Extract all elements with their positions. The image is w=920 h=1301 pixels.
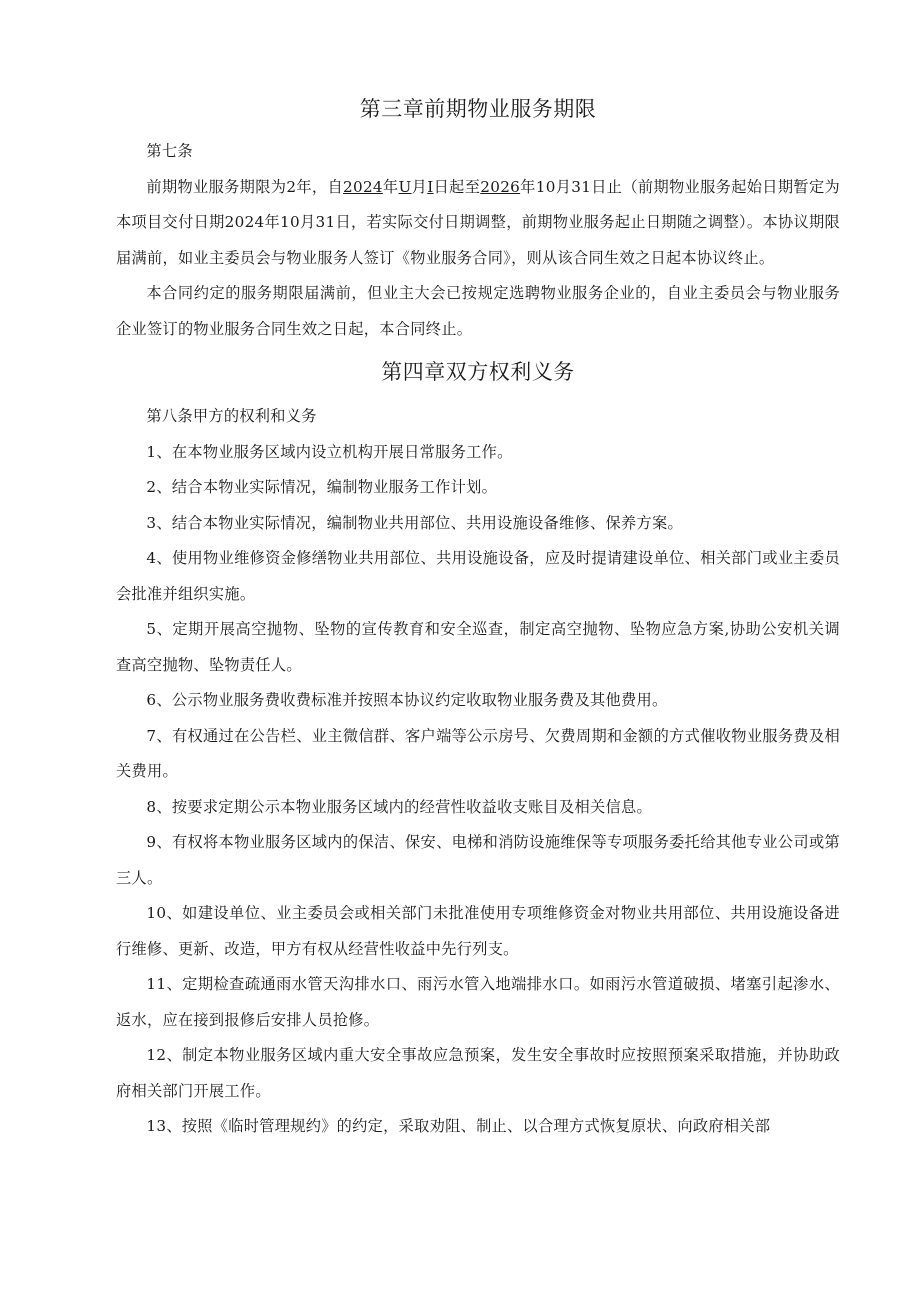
list-item: 11、定期检查疏通雨水管天沟排水口、雨污水管入地端排水口。如雨污水管道破损、堵塞引起渗水、返水，应在接到报修后安排人员抢修。 <box>116 975 840 1029</box>
list-item: 6、公示物业服务费收费标准并按照本协议约定收取物业服务费及其他费用。 <box>146 691 668 709</box>
list-item: 5、定期开展高空抛物、坠物的宣传教育和安全巡查，制定高空抛物、坠物应急方案,协助公安机关调查高空抛物、坠物责任人。 <box>116 620 840 674</box>
list-item: 10、如建设单位、业主委员会或相关部门未批准使用专项维修资金对物业共用部位、共用设施设备进行维修、更新、改造，甲方有权从经营性收益中先行列支。 <box>116 904 840 958</box>
article-7-paragraph-1 <box>116 170 840 277</box>
list-item: 12、制定本物业服务区域内重大安全事故应急预案，发生安全事故时应按照预案采取措施，并协助政府相关部门开展工作。 <box>116 1046 840 1100</box>
article-7-paragraph-2: 本合同约定的服务期限届满前，但业主大会已按规定选聘物业服务企业的，自业主委员会与物业服务企业签订的物业服务合同生效之日起，本合同终止。 <box>116 284 840 338</box>
end-year: 2026 <box>480 177 521 196</box>
list-item: 9、有权将本物业服务区域内的保洁、保安、电梯和消防设施维保等专项服务委托给其他专业公司或第三人。 <box>116 833 840 887</box>
article-7-text-b: 年 <box>382 177 399 196</box>
article-7-text-c: 月 <box>411 177 428 196</box>
list-item: 3、结合本物业实际情况，编制物业共用部位、共用设施设备维修、保养方案。 <box>146 513 683 532</box>
article-7-text-d: 日起至 <box>433 177 481 196</box>
start-day: I <box>427 177 434 196</box>
start-month: U <box>398 177 412 196</box>
document-content <box>116 94 840 1145</box>
list-item: 8、按要求定期公示本物业服务区域内的经营性收益收支账目及相关信息。 <box>146 797 652 816</box>
start-year: 2024 <box>343 177 383 196</box>
list-item: 4、使用物业维修资金修缮物业共用部位、共用设施设备，应及时提请建设单位、相关部门或业主委员会批准并组织实施。 <box>116 549 840 603</box>
article-7-heading: 第七条 <box>146 142 193 160</box>
article-7-text-a: 前期物业服务期限为2年，自 <box>146 177 344 196</box>
list-item: 2、结合本物业实际情况，编制物业服务工作计划。 <box>146 478 498 496</box>
article-7-text-e: 年10月31日止（前期物业服务起始日期暂定为本项目交付日期2024年10月31日，若实际交付日期调整，前期物业服务起止日期随之调整）。本协议期限届满前，如业主委员会与物业服务人签订《物业服务合同》，则从该合同生效之日起本协议终止。 <box>116 177 840 267</box>
chapter-4-title: 第四章双方权利义务 <box>381 360 575 384</box>
chapter-3-title: 第三章前期物业服务期限 <box>359 97 597 121</box>
article-8-heading: 第八条甲方的权利和义务 <box>146 407 317 425</box>
list-item: 7、有权通过在公告栏、业主微信群、客户端等公示房号、欠费周期和金额的方式催收物业服务费及相关费用。 <box>116 726 840 780</box>
list-item: 13、按照《临时管理规约》的约定，采取劝阻、制止、以合理方式恢复原状、向政府相关部 <box>146 1117 771 1135</box>
list-item: 1、在本物业服务区域内设立机构开展日常服务工作。 <box>146 442 513 461</box>
